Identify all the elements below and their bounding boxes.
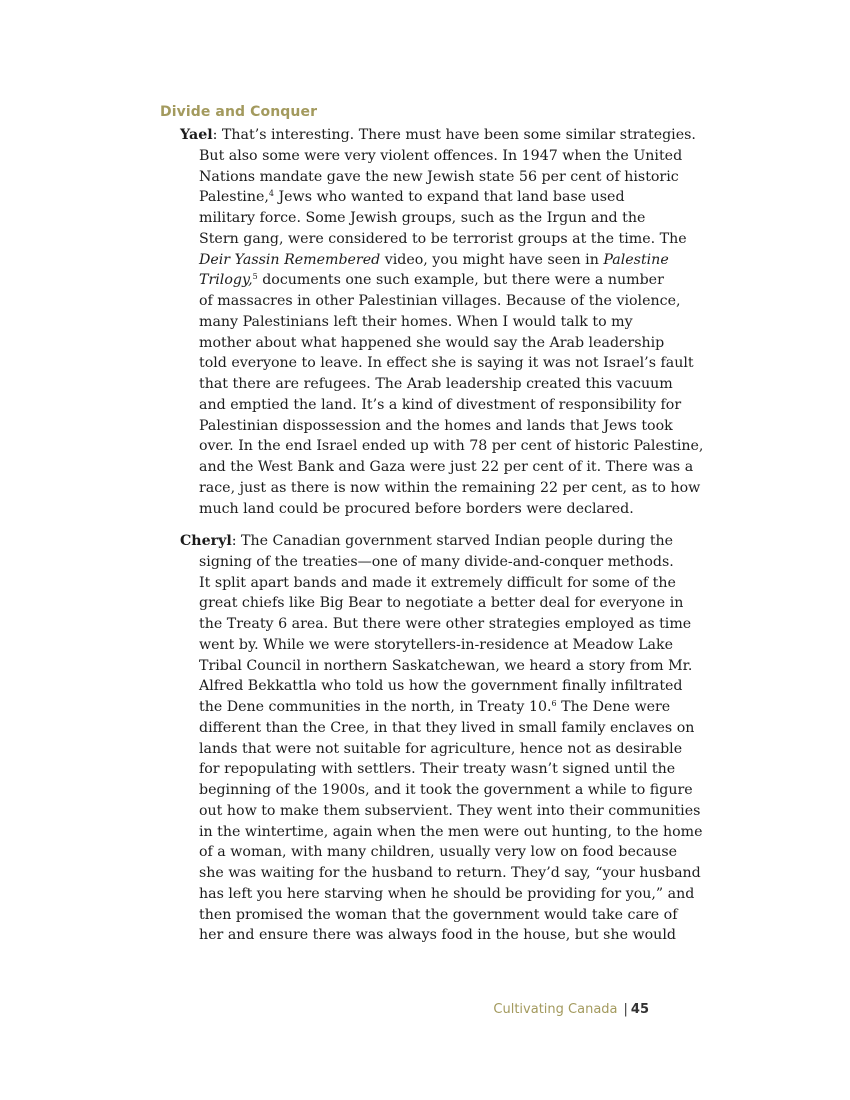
paragraph-line: and the West Bank and Gaza were just 22 per cent of it. There was a [199, 459, 694, 475]
dialogue-paragraph-yael [180, 125, 704, 519]
line-text: : The Canadian government starved Indian people during the [231, 533, 674, 549]
paragraph-line: beginning of the 1900s, and it took the government a while to figure [199, 782, 693, 798]
paragraph-line: Palestinian dispossession and the homes and lands that Jews took [199, 417, 673, 434]
paragraph-line: for repopulating with settlers. Their treaty wasn’t signed until the [199, 761, 676, 778]
paragraph-line: she was waiting for the husband to return. They’d say, “your husband [199, 865, 701, 881]
paragraph-line: of massacres in other Palestinian villages. Because of the violence, [199, 293, 681, 309]
paragraph-line: lands that were not suitable for agriculture, hence not as desirable [199, 740, 683, 757]
paragraph-line [180, 125, 696, 146]
paragraph-line: Stern gang, were considered to be terrorist groups at the time. The [199, 230, 687, 247]
line-text: video, you might have seen in [380, 251, 604, 268]
line-text: The Dene were [556, 699, 671, 715]
paragraph-line: Nations mandate gave the new Jewish state 56 per cent of historic [199, 168, 679, 185]
paragraph-line: has left you here starving when he should be providing for you,” and [199, 885, 695, 902]
paragraph-line: and emptied the land. It’s a kind of divestment of responsibility for [199, 396, 682, 413]
paragraph-line [180, 697, 671, 718]
paragraph-line: of a woman, with many children, usually very low on food because [199, 844, 678, 861]
film-title: Palestine [603, 251, 669, 268]
paragraph-line: Tribal Council in northern Saskatchewan, we heard a story from Mr. [199, 657, 693, 674]
paragraph-line: military force. Some Jewish groups, such as the Irgun and the [199, 210, 646, 226]
paragraph-line [180, 250, 669, 271]
footer-separator: | [623, 1002, 628, 1017]
speaker-name: Cheryl [180, 533, 232, 549]
paragraph-line: over. In the end Israel ended up with 78 per cent of historic Palestine, [199, 438, 704, 455]
paragraph-line: signing of the treaties—one of many divide-and-conquer methods. [199, 553, 674, 570]
paragraph-line: the Treaty 6 area. But there were other strategies employed as time [199, 616, 692, 632]
paragraph-line: great chiefs like Big Bear to negotiate a better deal for everyone in [199, 595, 684, 612]
paragraph-line: told everyone to leave. In effect she is saying it was not Israel’s fault [199, 355, 694, 372]
paragraph-line: mother about what happened she would say the Arab leadership [199, 334, 665, 351]
paragraph-line: her and ensure there was always food in the house, but she would [199, 927, 676, 944]
speaker-name: Yael [180, 127, 213, 143]
footnote-marker: 5 [252, 272, 258, 282]
paragraph-line: that there are refugees. The Arab leadership created this vacuum [199, 376, 673, 392]
footnote-marker: 4 [268, 189, 274, 199]
footnote-marker: 6 [551, 699, 557, 708]
paragraph-line: different than the Cree, in that they lived in small family enclaves on [199, 719, 695, 736]
page-number: 45 [630, 1002, 649, 1017]
paragraph-line: race, just as there is now within the remaining 22 per cent, as to how [199, 479, 701, 496]
paragraph-line: in the wintertime, again when the men were out hunting, to the home [199, 823, 703, 840]
line-text: Palestine, [199, 189, 269, 206]
paragraph-line: out how to make them subservient. They went into their communities [199, 802, 701, 819]
running-footer-title: Cultivating Canada [493, 1002, 618, 1017]
page-footer [493, 1002, 649, 1017]
paragraph-line [180, 531, 674, 552]
dialogue-paragraph-cheryl [180, 531, 703, 946]
line-text: : That’s interesting. There must have been some similar strategies. [212, 127, 696, 143]
paragraph-line: many Palestinians left their homes. When I would talk to my [199, 313, 633, 330]
line-text: the Dene communities in the north, in Treaty 10. [199, 699, 552, 715]
section-heading: Divide and Conquer [160, 104, 318, 120]
line-text: Jews who wanted to expand that land base used [273, 189, 625, 206]
film-title: Trilogy, [199, 272, 253, 289]
paragraph-line: then promised the woman that the government would take care of [199, 906, 678, 923]
paragraph-line [180, 270, 664, 291]
line-text: documents one such example, but there were a number [257, 272, 664, 289]
paragraph-line: went by. While we were storytellers-in-residence at Meadow Lake [199, 636, 673, 653]
paragraph-line: But also some were very violent offences. In 1947 when the United [199, 147, 683, 164]
paragraph-line [180, 187, 660, 208]
paragraph-line: Alfred Bekkattla who told us how the government finally infiltrated [199, 678, 683, 695]
paragraph-line: It split apart bands and made it extremely difficult for some of the [199, 574, 676, 591]
video-title: Deir Yassin Remembered [199, 251, 381, 268]
paragraph-line: much land could be procured before borders were declared. [199, 500, 634, 517]
